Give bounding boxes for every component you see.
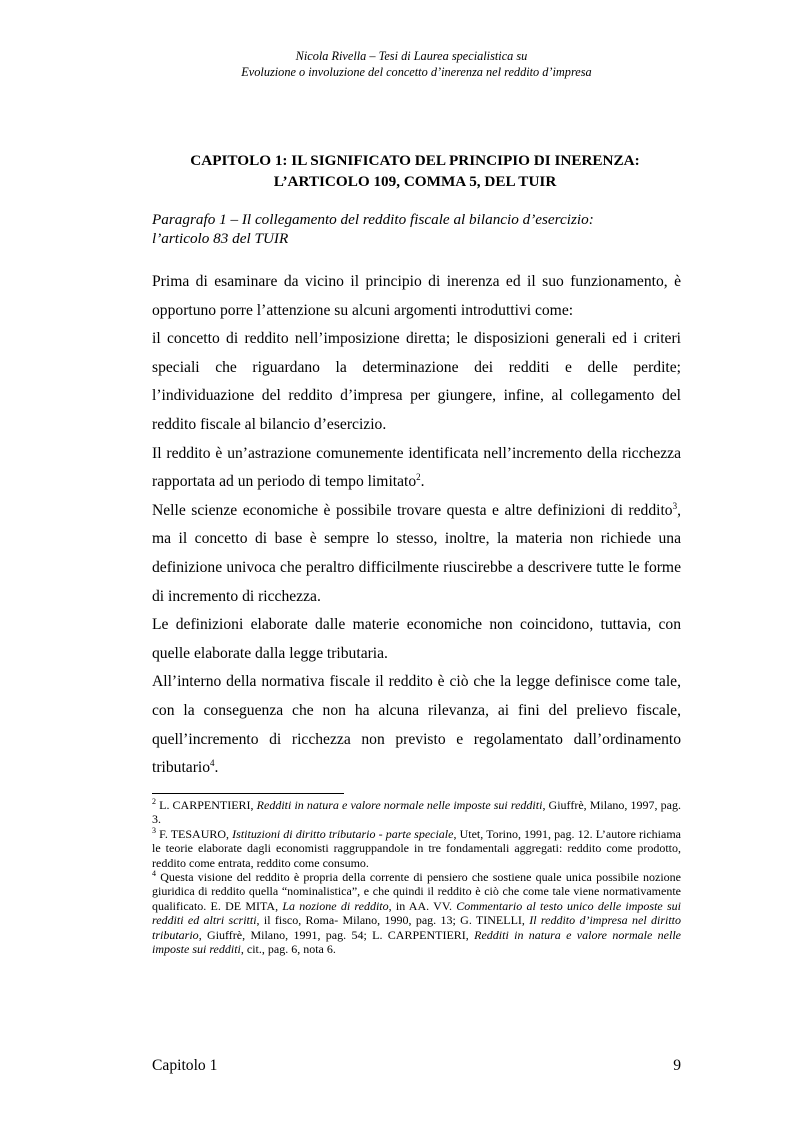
footnote-4	[152, 870, 681, 956]
footnote-title: Commentario al testo unico delle imposte sui redditi ed altri scritti	[152, 898, 681, 928]
footnote-2	[152, 798, 681, 827]
body-paragraph: Le definizioni elaborate dalle materie economiche non coincidono, tuttavia, con quelle elaborate dalla legge tributaria.	[152, 616, 681, 662]
footnote-3	[152, 827, 681, 870]
footnote-title: Redditi in natura e valore normale nelle imposte sui redditi	[152, 927, 681, 957]
footnote-title: Redditi in natura e valore normale nelle imposte sui redditi	[256, 798, 543, 812]
footnote-ref[interactable]: 4	[210, 758, 215, 769]
body-paragraph: Prima di esaminare da vicino il principio di inerenza ed il suo funzionamento, è opportuno porre l’attenzione su alcuni argomenti introduttivi come:	[152, 273, 681, 319]
footnote-number: 4	[152, 869, 156, 879]
chapter-heading	[140, 150, 690, 192]
running-header	[0, 48, 793, 80]
footnote-text: , Giuffrè, Milano, 1997, pag. 3.	[152, 798, 681, 827]
chapter-heading-line2: L’ARTICOLO 109, COMMA 5, DEL TUIR	[273, 173, 557, 190]
footnote-ref[interactable]: 2	[416, 472, 421, 483]
body-paragraph-text: Nelle scienze economiche è possibile trovare questa e altre definizioni di reddito	[152, 501, 673, 519]
body-paragraph-end: .	[420, 473, 425, 491]
footnote-text: , il fisco, Roma- Milano, 1990, pag. 13; G. TINELLI,	[256, 913, 530, 928]
footnote-number: 2	[152, 797, 156, 806]
footnote-title: La nozione di reddito	[282, 898, 389, 913]
body-paragraph-text: Il reddito è un’astrazione comunemente identificata nell’incremento della ricchezza rapportata ad un periodo di tempo limitato	[152, 444, 681, 491]
footnote-text: F. TESAURO,	[156, 826, 233, 841]
footnote-text: Questa visione del reddito è propria della corrente di pensiero che sostiene quale unica possibile nozione giuridica di reddito quella “nominalistica”, e che quindi il reddito è ciò che come tale viene normativamente qualificato. E. DE MITA,	[152, 870, 681, 913]
header-line-title: Evoluzione o involuzione del concetto d’inerenza nel reddito d’impresa	[241, 65, 592, 79]
footnote-title: Istituzioni di diritto tributario - parte speciale	[232, 826, 454, 841]
body-text	[152, 268, 681, 783]
body-paragraph	[152, 497, 681, 611]
section-heading	[152, 210, 692, 248]
footnote-text: , cit., pag. 6, nota 6.	[240, 942, 336, 957]
body-paragraph	[152, 440, 681, 497]
footnote-number: 3	[152, 825, 156, 835]
footer-chapter-label: Capitolo 1	[152, 1057, 218, 1074]
body-paragraph-end: .	[214, 759, 219, 777]
page-number: 9	[673, 1057, 681, 1074]
header-line-author: Nicola Rivella – Tesi di Laurea specialistica su	[295, 49, 528, 63]
footnote-text: , in AA. VV.	[388, 898, 457, 913]
footnote-text: , Utet, Torino, 1991, pag. 12. L’autore richiama le teorie elaborate dagli economisti raggruppandole in tre fondamentali aggregati: reddito come prodotto, reddito come entrata, reddito come consumo.	[152, 826, 681, 870]
body-paragraph	[152, 668, 681, 782]
section-heading-line1: Paragrafo 1 – Il collegamento del reddito fiscale al bilancio d’esercizio:	[152, 211, 594, 228]
footnote-text: , Giuffrè, Milano, 1991, pag. 54; L. CARPENTIERI,	[198, 927, 475, 942]
chapter-heading-line1: CAPITOLO 1: IL SIGNIFICATO DEL PRINCIPIO DI INERENZA:	[190, 152, 640, 169]
footnotes	[152, 798, 681, 956]
body-paragraph-text: , ma il concetto di base è sempre lo stesso, inoltre, la materia non richiede una definizione univoca che peraltro difficilmente riuscirebbe a descrivere tutte le forme di incremento di ricchezza.	[152, 501, 681, 605]
footnote-text: L. CARPENTIERI,	[156, 798, 257, 812]
footnote-divider	[152, 793, 344, 794]
section-heading-line2: l’articolo 83 del TUIR	[152, 230, 289, 247]
footnote-title: Il reddito d’impresa nel diritto tributario	[152, 913, 681, 942]
body-paragraph-text: All’interno della normativa fiscale il reddito è ciò che la legge definisce come tale, con la conseguenza che non ha alcuna rilevanza, ai fini del prelievo fiscale, quell’incremento di ricchezza non previsto e regolamentato dall’ordinamento tributario	[152, 673, 681, 777]
body-paragraph: il concetto di reddito nell’imposizione diretta; le disposizioni generali ed i criteri speciali che riguardano la determinazione dei redditi e delle perdite; l’individuazione del reddito d’impresa per giungere, infine, al collegamento del reddito fiscale al bilancio d’esercizio.	[152, 330, 681, 433]
footnote-ref[interactable]: 3	[672, 500, 678, 511]
